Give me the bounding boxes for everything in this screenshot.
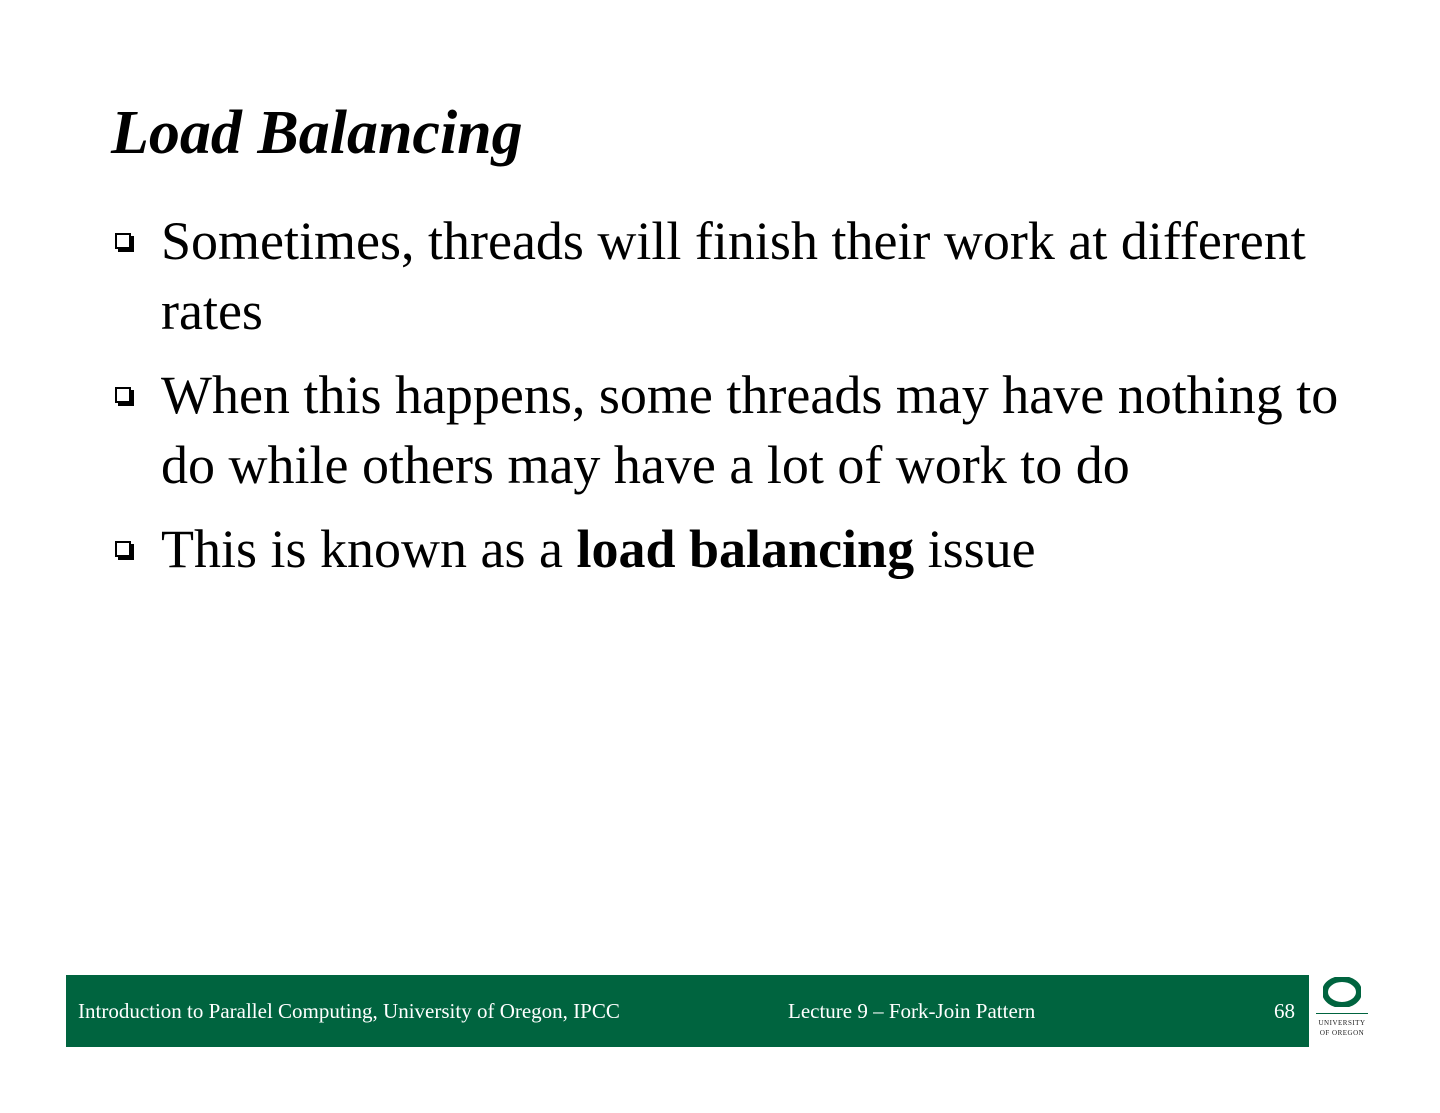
slide-title: Load Balancing bbox=[111, 99, 523, 167]
footer-course-title: Introduction to Parallel Computing, University of Oregon, IPCC bbox=[78, 999, 620, 1023]
logo-text-university: UNIVERSITY bbox=[1318, 1019, 1366, 1027]
bullet-bold-term: load balancing bbox=[576, 519, 915, 579]
footer-lecture-title: Lecture 9 – Fork-Join Pattern bbox=[788, 999, 1036, 1023]
university-logo bbox=[1314, 977, 1370, 1047]
bullet-text: When this happens, some threads may have nothing to do while others may have a lot of work to do bbox=[161, 365, 1339, 495]
bullet-text-after: issue bbox=[914, 519, 1036, 579]
page-number: 68 bbox=[1274, 999, 1295, 1023]
square-bullet-icon bbox=[115, 233, 131, 249]
logo-text-of-oregon: OF OREGON bbox=[1319, 1029, 1365, 1037]
bullet-text: Sometimes, threads will finish their work at different rates bbox=[161, 211, 1306, 341]
bullet-text-before: This is known as a bbox=[161, 519, 577, 579]
footer-bar bbox=[66, 975, 1309, 1047]
logo-divider bbox=[1316, 1013, 1368, 1014]
oregon-o-icon bbox=[1323, 977, 1361, 1007]
bullet-item bbox=[111, 206, 1351, 346]
bullet-item bbox=[111, 360, 1351, 500]
bullet-item bbox=[111, 514, 1351, 584]
square-bullet-icon bbox=[115, 387, 131, 403]
square-bullet-icon bbox=[115, 541, 131, 557]
bullet-list bbox=[111, 206, 1351, 598]
